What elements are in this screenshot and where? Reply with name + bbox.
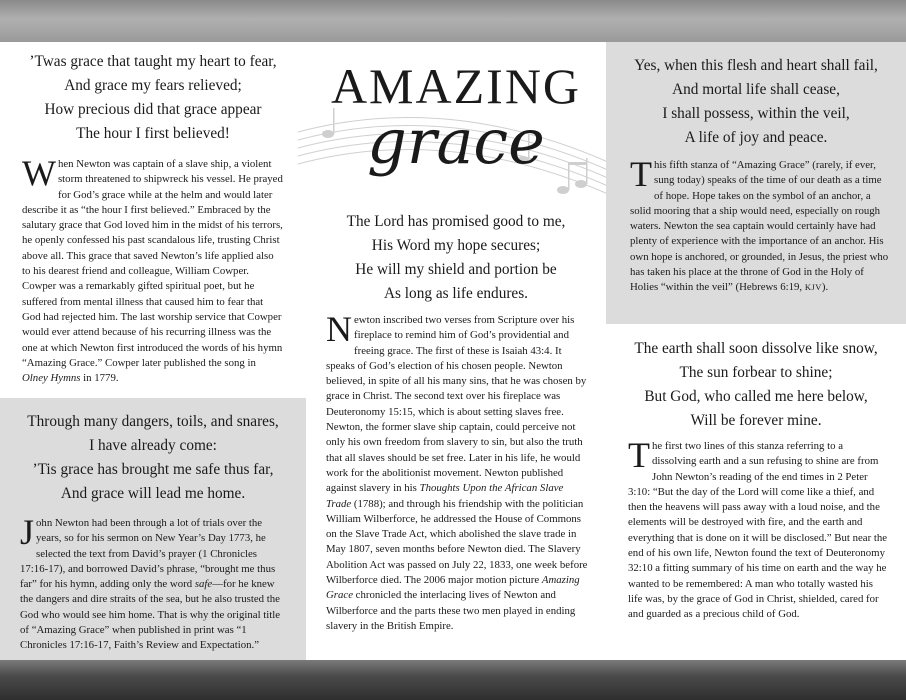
book-title: Olney Hymns: [22, 372, 81, 385]
paragraph-text: —for he knew the dangers and dire straits of the sea, but he also trusted the God who would see him home. That is why the original title of “Amazing Grace” when published in print was “1 Chronicles 17:16-17, Faith’s Review and Expectation.”: [20, 578, 281, 652]
paragraph-text: ewton inscribed two verses from Scripture over his fireplace to remind him of God’s providential and freeing grace. The first of these is Isaiah 43:4. It speaks of God’s election of his chosen people. Newton believed, in spite of all his many sins, that he was chosen by grace in Christ. The second text over his fireplace was Deuteronomy 15:15, which is about setting slaves free. Newton, the former slave ship captain, could perceive not only his own freedom from slavery to sin, but also the truth that all slaves should be set free. Later in his life, he would work for the abolitionist movement. Newton published against slavery in his: [326, 314, 587, 495]
drop-cap: T: [630, 154, 652, 194]
paragraph-text: ).: [821, 281, 829, 294]
verse-line: The earth shall soon dissolve like snow,: [634, 340, 878, 357]
sky-banner: [0, 0, 906, 42]
small-caps: KJV: [804, 282, 822, 293]
verse-line: Will be forever mine.: [690, 412, 822, 429]
verse-line: His Word my hope secures;: [371, 237, 541, 254]
right-verse-2: [606, 337, 906, 433]
verse-line: But God, who called me here below,: [644, 388, 868, 405]
verse-line: I shall possess, within the veil,: [662, 105, 850, 122]
title-amazing: AMAZING: [330, 58, 582, 114]
drop-cap: N: [326, 309, 352, 349]
verse-line: ’Tis grace has brought me safe thus far,: [32, 461, 274, 478]
right-prose-2: [628, 435, 890, 623]
sea-banner: [0, 660, 906, 700]
middle-prose: [326, 309, 590, 634]
drop-cap: W: [22, 153, 56, 193]
verse-line: The hour I first believed!: [76, 125, 230, 142]
verse-line: And grace my fears relieved;: [64, 77, 242, 94]
title-grace: grace: [367, 105, 545, 178]
paragraph-text: his fifth stanza of “Amazing Grace” (rarely, if ever, sung today) speaks of the time of our death as a time of hope. Hope takes on the symbol of an anchor, a solid mooring that a ship would need, especially on rough waters. Newton the sea captain would certainly have had plenty of experience with the importance of an anchor. His own hope is anchored, or grounded, in Jesus, the priest who has taken his place at the throne of God in the Holy of Holies “within the veil” (Hebrews 6:19,: [630, 159, 889, 294]
verse-line: The sun forbear to shine;: [679, 364, 833, 381]
left-prose-1: [22, 153, 284, 386]
verse-line: And mortal life shall cease,: [672, 81, 840, 98]
left-verse-1: [0, 50, 306, 146]
middle-verse: [306, 210, 606, 306]
verse-line: He will my shield and portion be: [355, 261, 557, 278]
title-block: [306, 52, 606, 202]
paragraph-text: ohn Newton had been through a lot of trials over the years, so for his sermon on New Year’s Day 1773, he selected the text from David’s prayer (1 Chronicles 17:16-17), and borrowed David’s phrase, “brought me thus far” for his hymn, adding only the word: [20, 517, 276, 591]
paragraph-text: chronicled the interlacing lives of Newton and Wilberforce and the parts these two men played in ending slavery in the British Empire.: [326, 589, 576, 632]
verse-line: The Lord has promised good to me,: [346, 213, 566, 230]
verse-line: Through many dangers, toils, and snares,: [27, 413, 279, 430]
verse-line: A life of joy and peace.: [684, 129, 828, 146]
verse-line: Yes, when this flesh and heart shall fail,: [634, 57, 878, 74]
emphasis: safe: [194, 578, 213, 591]
verse-line: As long as life endures.: [383, 285, 528, 302]
verse-line: And grace will lead me home.: [60, 485, 246, 502]
paragraph-text: in 1779.: [80, 372, 119, 385]
paragraph-text: he first two lines of this stanza referring to a dissolving earth and a sun refusing to shine are from John Newton’s reading of the end times in 2 Peter 3:10: “But the day of the Lord will come like a thief, and then the heavens will pass away with a loud noise, and the elements will be destroyed with fire, and the earth and everything that is done on it will be disclosed.” But near the end of his own life, Newton found the text of Deuteronomy 32:10 a fitting summary of his time on earth and the way he wanted to be remembered: A man who totally wasted his life was, by the grace of God in Christ, shielded, cared for and guarded as a precious child of God.: [628, 440, 888, 621]
verse-line: I have already come:: [89, 437, 217, 454]
right-gray-panel: [606, 42, 906, 324]
drop-cap: J: [20, 512, 35, 552]
film-title: Amazing Grace: [326, 574, 580, 602]
drop-cap: T: [628, 435, 650, 475]
verse-line: ’Twas grace that taught my heart to fear,: [29, 53, 277, 70]
left-gray-panel: [0, 398, 306, 660]
paragraph-text: hen Newton was captain of a slave ship, a violent storm threatened to shipwreck his vessel. He prayed for God’s grace while at the helm and would later describe it as “the hour I first believed.” Embraced by the salutary grace that God loved him in the midst of his terrors, he openly confessed his past scandalous life, trusting Christ above all. This grace that saved Newton’s life applied also to his dearest friend and colleague, William Cowper. Cowper was a remarkably gifted spiritual poet, but he suffered from mental illness that caused him to fear that God had rejected him. The last worship service that Cowper would ever attend because of his recurring illness was the one at which Newton first introduced the words of his hymn “Amazing Grace.” Cowper later published the song in: [22, 158, 283, 369]
paragraph-text: (1788); and through his friendship with the politician William Wilberforce, he addressed the House of Commons on the Slave Trade Act, which abolished the slave trade in May 1807, seven months before Newton died. The Slavery Abolition Act was passed on July 22, 1833, one week before Wilberforce died. The 2006 major motion picture: [326, 497, 588, 587]
verse-line: How precious did that grace appear: [44, 101, 262, 118]
book-title: Thoughts Upon the African Slave Trade: [326, 482, 564, 510]
